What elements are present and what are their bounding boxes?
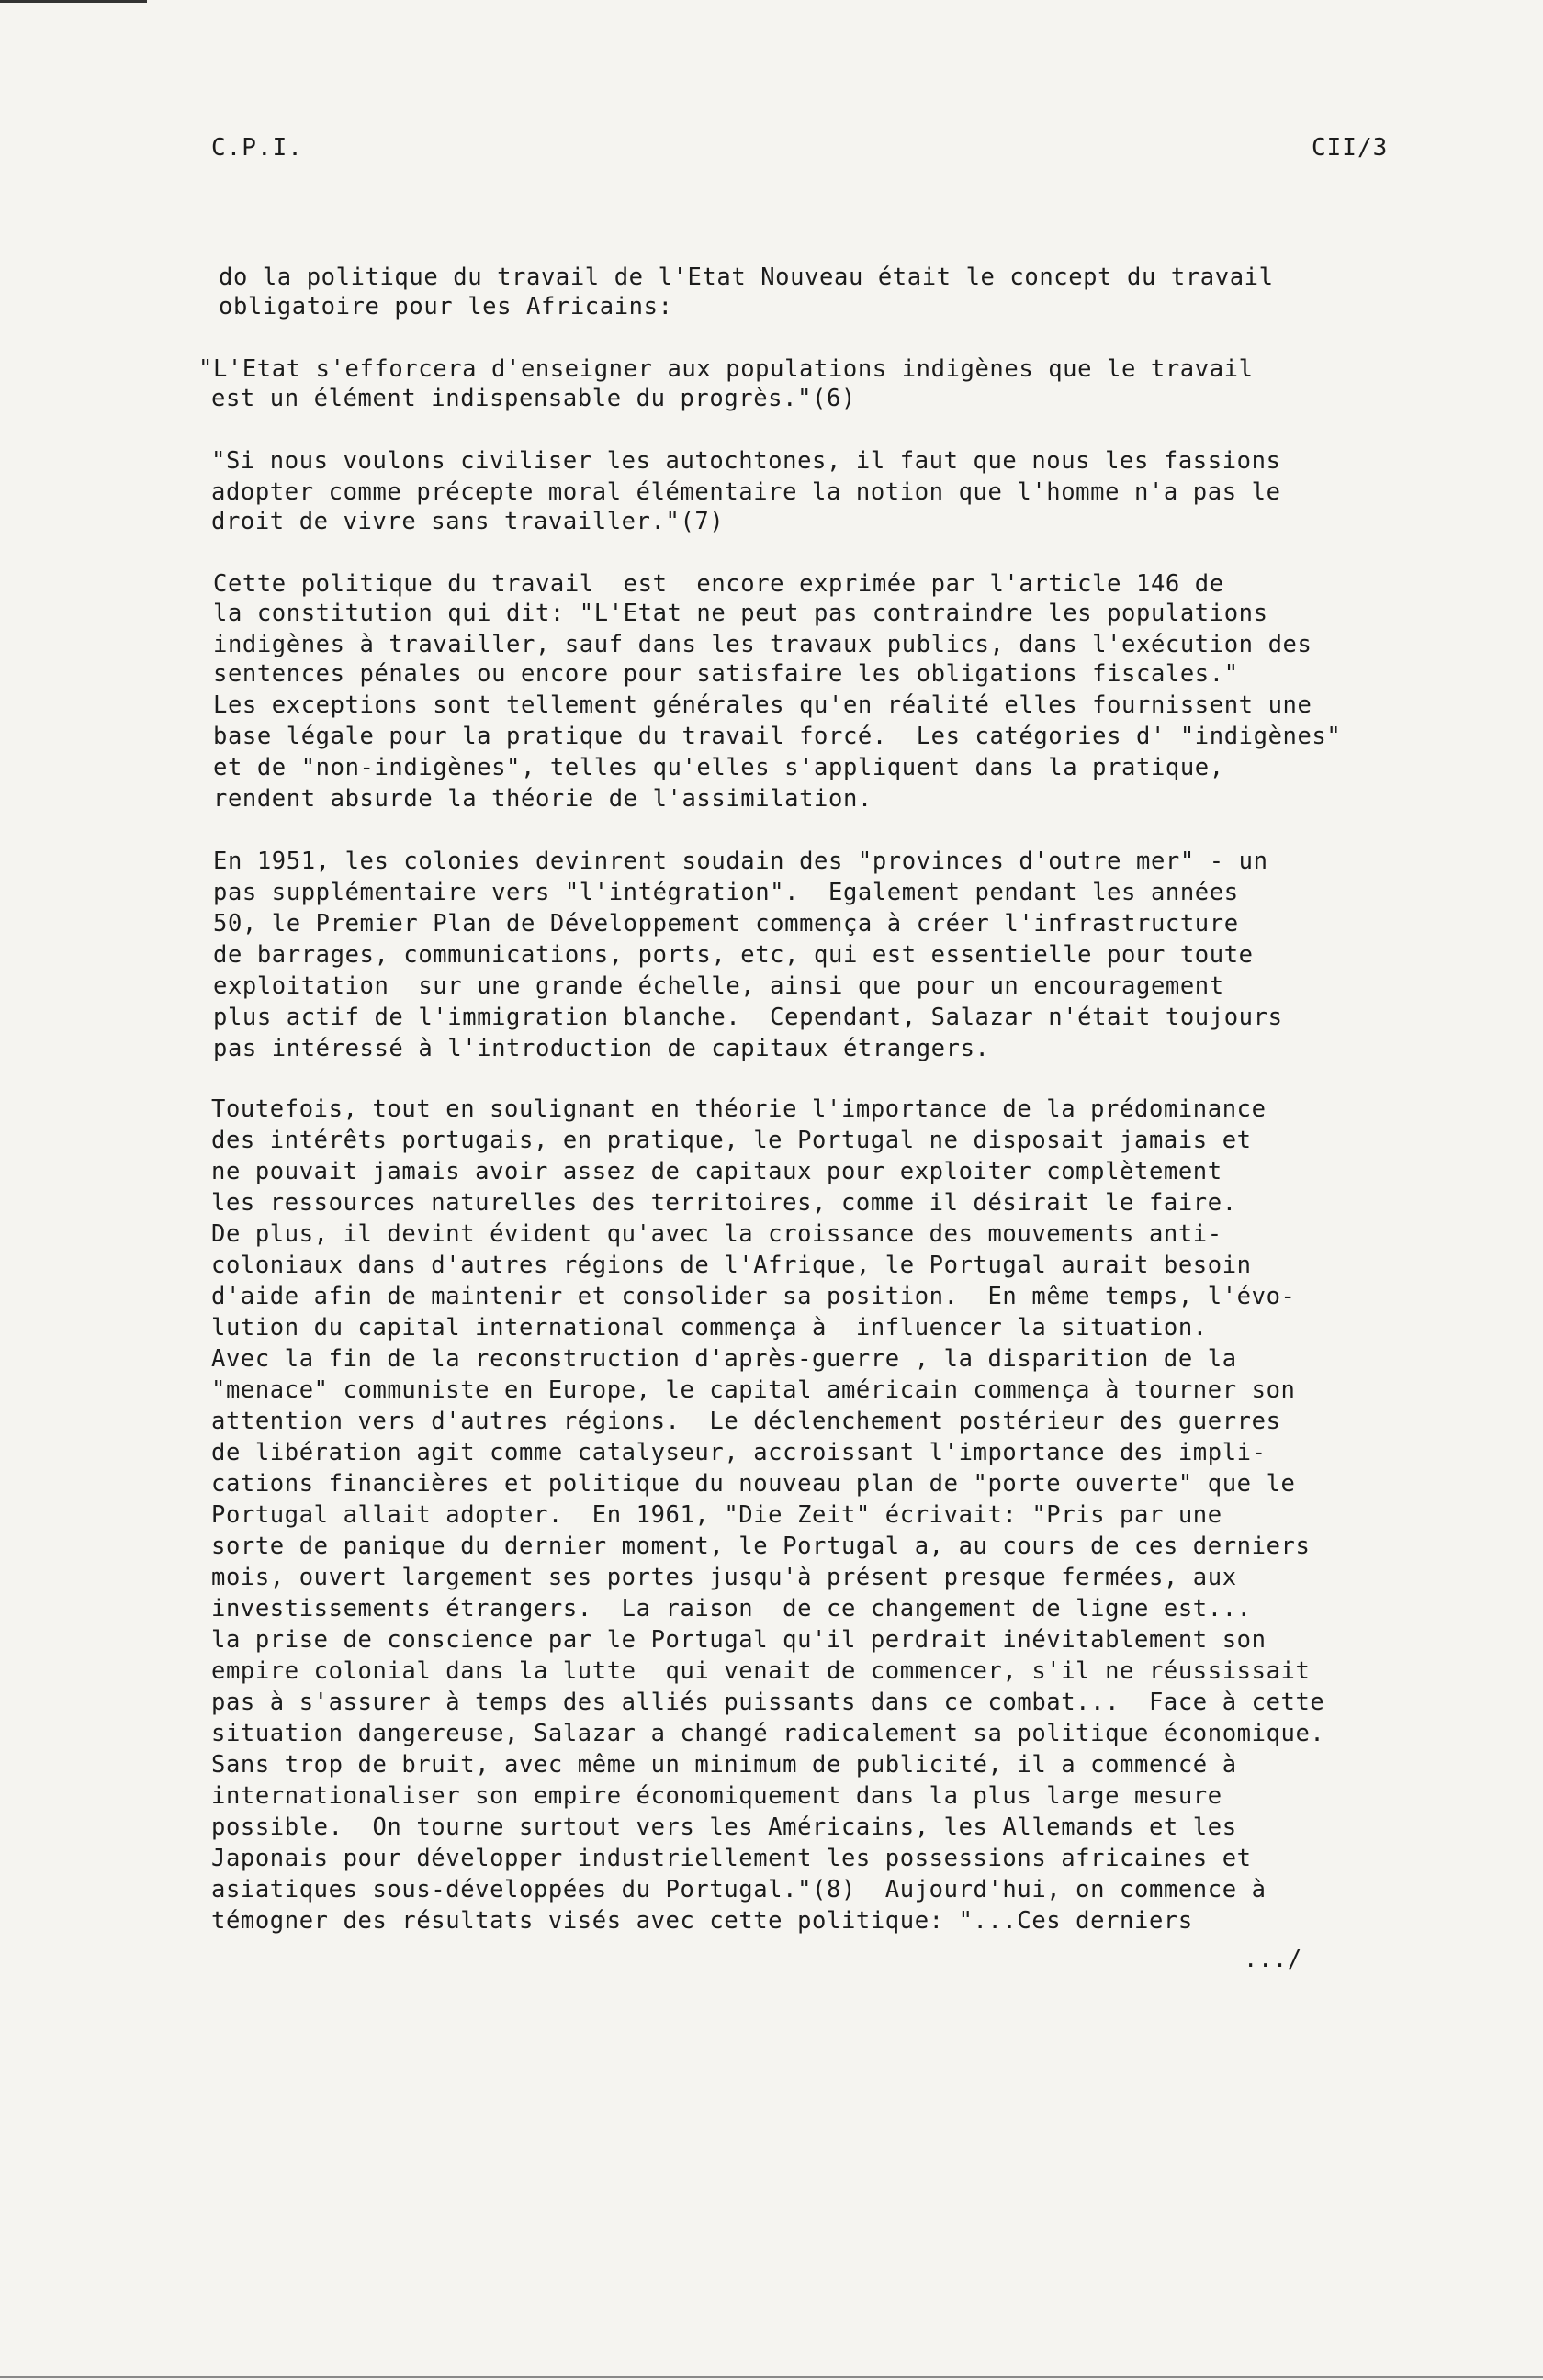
text-line: de libération agit comme catalyseur, accroissant l'importance des impli- xyxy=(211,1439,1267,1466)
text-line: sentences pénales ou encore pour satisfaire les obligations fiscales." xyxy=(213,660,1239,688)
text-line: "menace" communiste en Europe, le capital américain commença à tourner son xyxy=(211,1376,1296,1404)
text-line: plus actif de l'immigration blanche. Cependant, Salazar n'était toujours xyxy=(213,1004,1283,1031)
text-line: attention vers d'autres régions. Le déclenchement postérieur des guerres xyxy=(211,1408,1281,1435)
text-line: Portugal allait adopter. En 1961, "Die Zeit" écrivait: "Pris par une xyxy=(211,1501,1222,1529)
scan-edge-bottom xyxy=(0,2376,1543,2378)
header-right: CII/3 xyxy=(1312,134,1389,162)
text-line: la constitution qui dit: "L'Etat ne peut pas contraindre les populations xyxy=(213,600,1268,627)
text-line: Avec la fin de la reconstruction d'après-guerre , la disparition de la xyxy=(211,1345,1237,1373)
text-line: Toutefois, tout en soulignant en théorie l'importance de la prédominance xyxy=(211,1095,1267,1123)
text-line: do la politique du travail de l'Etat Nouveau était le concept du travail xyxy=(219,264,1274,291)
text-line: obligatoire pour les Africains: xyxy=(219,293,673,320)
text-line: sorte de panique du dernier moment, le Portugal a, au cours de ces derniers xyxy=(211,1532,1311,1560)
text-line: pas intéressé à l'introduction de capitaux étrangers. xyxy=(213,1035,990,1062)
text-line: pas supplémentaire vers "l'intégration". Egalement pendant les années xyxy=(213,879,1239,906)
text-line: Japonais pour développer industriellement les possessions africaines et xyxy=(211,1845,1252,1872)
text-line: Sans trop de bruit, avec même un minimum de publicité, il a commencé à xyxy=(211,1751,1237,1779)
text-line: d'aide afin de maintenir et consolider sa position. En même temps, l'évo- xyxy=(211,1283,1296,1310)
text-line: et de "non-indigènes", telles qu'elles s'appliquent dans la pratique, xyxy=(213,754,1224,781)
text-line: mois, ouvert largement ses portes jusqu'à présent presque fermées, aux xyxy=(211,1564,1237,1591)
text-line: les ressources naturelles des territoires, comme il désirait le faire. xyxy=(211,1189,1237,1217)
text-line: témogner des résultats visés avec cette politique: "...Ces derniers xyxy=(211,1907,1193,1935)
text-line: Les exceptions sont tellement générales qu'en réalité elles fournissent une xyxy=(213,691,1312,719)
scan-edge-top xyxy=(0,0,147,3)
text-line: 50, le Premier Plan de Développement commença à créer l'infrastructure xyxy=(213,910,1239,937)
text-line: exploitation sur une grande échelle, ainsi que pour un encouragement xyxy=(213,972,1224,1000)
header-left: C.P.I. xyxy=(211,134,303,162)
text-line: rendent absurde la théorie de l'assimilation. xyxy=(213,785,873,813)
text-line: investissements étrangers. La raison de ce changement de ligne est... xyxy=(211,1595,1252,1622)
text-line: possible. On tourne surtout vers les Américains, les Allemands et les xyxy=(211,1813,1237,1841)
text-line: asiatiques sous-développées du Portugal."(8) Aujourd'hui, on commence à xyxy=(211,1876,1267,1903)
text-line: de barrages, communications, ports, etc, qui est essentielle pour toute xyxy=(213,941,1254,969)
text-line: Cette politique du travail est encore exprimée par l'article 146 de xyxy=(213,570,1224,598)
text-line: "L'Etat s'efforcera d'enseigner aux populations indigènes que le travail xyxy=(198,355,1254,383)
text-line: cations financières et politique du nouveau plan de "porte ouverte" que le xyxy=(211,1470,1296,1498)
text-line: En 1951, les colonies devinrent soudain des "provinces d'outre mer" - un xyxy=(213,848,1268,875)
text-line: droit de vivre sans travailler."(7) xyxy=(211,508,725,535)
continuation-mark: .../ xyxy=(1244,1946,1302,1973)
text-line: situation dangereuse, Salazar a changé radicalement sa politique économique. xyxy=(211,1720,1325,1747)
text-line: coloniaux dans d'autres régions de l'Afrique, le Portugal aurait besoin xyxy=(211,1252,1252,1279)
text-line: la prise de conscience par le Portugal qu'il perdrait inévitablement son xyxy=(211,1626,1267,1654)
text-line: est un élément indispensable du progrès."(6) xyxy=(211,385,856,412)
text-line: des intérêts portugais, en pratique, le Portugal ne disposait jamais et xyxy=(211,1127,1252,1154)
text-line: internationaliser son empire économiquement dans la plus large mesure xyxy=(211,1782,1222,1810)
text-line: indigènes à travailler, sauf dans les travaux publics, dans l'exécution des xyxy=(213,631,1312,658)
text-line: lution du capital international commença à influencer la situation. xyxy=(211,1314,1208,1342)
text-line: ne pouvait jamais avoir assez de capitaux pour exploiter complètement xyxy=(211,1158,1222,1185)
text-line: base légale pour la pratique du travail forcé. Les catégories d' "indigènes" xyxy=(213,723,1342,750)
text-line: adopter comme précepte moral élémentaire la notion que l'homme n'a pas le xyxy=(211,478,1281,506)
text-line: empire colonial dans la lutte qui venait de commencer, s'il ne réussissait xyxy=(211,1657,1311,1685)
text-line: De plus, il devint évident qu'avec la croissance des mouvements anti- xyxy=(211,1220,1222,1248)
text-line: "Si nous voulons civiliser les autochtones, il faut que nous les fassions xyxy=(211,447,1281,475)
text-line: pas à s'assurer à temps des alliés puissants dans ce combat... Face à cette xyxy=(211,1689,1325,1716)
